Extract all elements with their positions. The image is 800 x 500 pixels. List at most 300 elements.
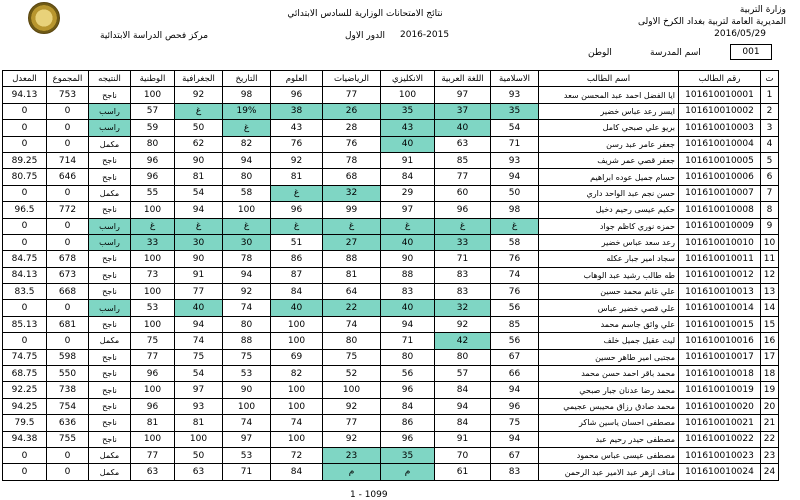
table-cell: 0 [3,120,47,136]
table-cell: 56 [491,300,539,316]
table-cell: 0 [47,103,89,119]
table-cell: 101610010016 [679,333,761,349]
table-cell: ايسر رعد عباس خضير [539,103,679,119]
table-cell: مناف ازهر عبد الامير عبد الرحمن [539,464,679,480]
table-cell: 0 [3,464,47,480]
school-label: اسم المدرسة [650,48,701,58]
table-cell: 96 [271,202,323,218]
report-title: نتائج الامتحانات الوزارية للسادس الابتدائي [287,9,443,19]
table-cell: 101610010020 [679,398,761,414]
table-row [3,366,779,382]
table-row [3,120,779,136]
table-cell: 4 [761,136,779,152]
table-cell: 81 [271,169,323,185]
table-cell: 22 [761,431,779,447]
table-cell: 32 [323,185,381,201]
table-cell: 78 [223,251,271,267]
column-header: الانكليزي [381,71,435,87]
table-cell: 42 [435,333,491,349]
table-cell: 80 [131,136,175,152]
table-cell: 14 [761,300,779,316]
table-cell: 71 [381,333,435,349]
column-header: اسم الطالب [539,71,679,87]
table-cell: غ [271,185,323,201]
table-cell: 61 [435,464,491,480]
table-cell: 74 [175,333,223,349]
table-cell: 0 [3,185,47,201]
table-cell: 9 [761,218,779,234]
table-cell: 90 [223,382,271,398]
table-cell: 43 [381,120,435,136]
table-cell: 101610010009 [679,218,761,234]
table-cell: بريو علي صبحي كامل [539,120,679,136]
table-row [3,284,779,300]
table-cell: علي وائق جاسم محمد [539,316,679,332]
table-cell: 94 [435,398,491,414]
table-cell: 0 [47,218,89,234]
table-cell: 101610010023 [679,447,761,463]
table-cell: 1 [761,87,779,103]
table-cell: ناجح [89,267,131,283]
table-cell: 3 [761,120,779,136]
table-cell: غ [381,218,435,234]
table-cell: 63 [131,464,175,480]
table-cell: 96 [381,431,435,447]
table-cell: 53 [131,300,175,316]
table-cell: 80 [435,349,491,365]
table-cell: مكمل [89,136,131,152]
table-cell: 100 [271,316,323,332]
table-cell: 77 [131,349,175,365]
table-cell: 72 [271,447,323,463]
table-row [3,267,779,283]
table-cell: 636 [47,415,89,431]
table-cell: 75 [491,415,539,431]
table-cell: 74 [323,316,381,332]
table-cell: 100 [131,431,175,447]
table-cell: 100 [131,316,175,332]
table-cell: 92 [323,398,381,414]
table-cell: 18 [761,366,779,382]
table-cell: 84 [435,415,491,431]
table-cell: 94 [491,382,539,398]
table-cell: 40 [381,136,435,152]
table-cell: 85 [491,316,539,332]
table-cell: 81 [131,415,175,431]
table-cell: 101610010015 [679,316,761,332]
table-row [3,251,779,267]
table-cell: 2 [761,103,779,119]
table-cell: علي غانم محمد حسين [539,284,679,300]
academic-year: 2016-2015 [400,30,450,40]
table-cell: 101610010010 [679,234,761,250]
table-cell: 84 [381,169,435,185]
table-row [3,431,779,447]
table-cell: 0 [3,136,47,152]
table-cell: 100 [131,202,175,218]
table-cell: مجتبى امير طاهر حسين [539,349,679,365]
table-cell: غ [175,218,223,234]
column-header: التاريخ [223,71,271,87]
table-cell: 35 [381,447,435,463]
table-cell: 100 [381,87,435,103]
table-row [3,300,779,316]
table-row [3,202,779,218]
table-cell: 83 [435,267,491,283]
table-row [3,103,779,119]
table-cell: 75 [223,349,271,365]
table-cell: 100 [131,87,175,103]
table-cell: حمزه نوري كاظم جواد [539,218,679,234]
table-cell: 74 [223,300,271,316]
table-cell: ناجح [89,169,131,185]
table-cell: ناجح [89,284,131,300]
table-cell: 77 [435,169,491,185]
table-cell: 62 [175,136,223,152]
table-cell: 0 [47,136,89,152]
table-cell: 85 [435,152,491,168]
table-cell: مكمل [89,333,131,349]
table-cell: طه طالب رشيد عبد الوهاب [539,267,679,283]
table-cell: 101610010012 [679,267,761,283]
table-cell: 58 [491,234,539,250]
table-row [3,136,779,152]
report-date: 2016/05/29 [714,29,766,39]
table-row [3,234,779,250]
table-cell: ناجح [89,152,131,168]
table-cell: 30 [223,234,271,250]
table-cell: 101610010018 [679,366,761,382]
table-row [3,398,779,414]
table-cell: 668 [47,284,89,300]
table-cell: 101610010002 [679,103,761,119]
table-cell: 755 [47,431,89,447]
table-cell: راسب [89,120,131,136]
table-cell: 80 [223,316,271,332]
table-cell: 753 [47,87,89,103]
table-cell: غ [223,120,271,136]
table-cell: 80 [223,169,271,185]
table-row [3,447,779,463]
table-cell: 101610010017 [679,349,761,365]
table-row [3,333,779,349]
table-cell: 0 [3,300,47,316]
ministry-logo [28,2,60,34]
table-cell: 66 [491,366,539,382]
table-cell: 91 [435,431,491,447]
table-cell: 714 [47,152,89,168]
table-cell: 59 [131,120,175,136]
table-cell: جعفر عامر عبد رسن [539,136,679,152]
table-cell: حكيم عيسى رحيم دخيل [539,202,679,218]
table-cell: 96 [131,152,175,168]
table-cell: مصطفى حيدر رحيم عبد [539,431,679,447]
table-cell: 100 [323,382,381,398]
table-cell: 93 [175,398,223,414]
table-cell: 64 [323,284,381,300]
table-cell: 101610010003 [679,120,761,136]
table-cell: 100 [271,431,323,447]
table-cell: 37 [435,103,491,119]
table-cell: علي قصي خضير عباس [539,300,679,316]
table-cell: 17 [761,349,779,365]
table-cell: 40 [381,234,435,250]
table-cell: 0 [3,333,47,349]
table-cell: 43 [271,120,323,136]
table-cell: 78 [323,152,381,168]
table-row [3,464,779,480]
table-cell: 97 [175,382,223,398]
table-cell: 94 [491,431,539,447]
table-cell: 50 [491,185,539,201]
table-cell: 94.38 [3,431,47,447]
table-cell: 86 [271,251,323,267]
table-cell: ناجح [89,87,131,103]
column-header: ت [761,71,779,87]
table-cell: غ [323,218,381,234]
table-cell: 754 [47,398,89,414]
table-cell: 92 [323,431,381,447]
table-cell: 81 [323,267,381,283]
table-row [3,185,779,201]
table-cell: 97 [223,431,271,447]
table-cell: مكمل [89,447,131,463]
table-cell: 30 [175,234,223,250]
table-cell: 101610010007 [679,185,761,201]
exam-round: الدور الاول [344,31,386,41]
table-cell: 82 [271,366,323,382]
table-cell: ناجح [89,382,131,398]
table-cell: راسب [89,300,131,316]
table-cell: 71 [491,136,539,152]
table-cell: 68.75 [3,366,47,382]
page-footer: 1 - 1099 [350,490,388,500]
table-cell: 15 [761,316,779,332]
table-cell: 40 [271,300,323,316]
table-cell: 101610010021 [679,415,761,431]
table-cell: 57 [435,366,491,382]
table-cell: 35 [381,103,435,119]
table-cell: 0 [47,300,89,316]
table-cell: 10 [761,234,779,250]
table-cell: 54 [491,120,539,136]
table-cell: 0 [3,218,47,234]
table-cell: 74 [271,415,323,431]
table-cell: 0 [47,447,89,463]
table-cell: 33 [131,234,175,250]
table-header-row [3,71,779,87]
table-cell: 56 [491,333,539,349]
table-cell: 33 [435,234,491,250]
table-cell: 100 [175,431,223,447]
table-cell: 681 [47,316,89,332]
table-cell: 74 [491,267,539,283]
table-cell: 22 [323,300,381,316]
column-header: رقم الطالب [679,71,761,87]
table-cell: 16 [761,333,779,349]
table-cell: 93 [491,87,539,103]
table-cell: م [381,464,435,480]
table-cell: 82 [223,136,271,152]
table-cell: 0 [3,103,47,119]
table-cell: 28 [323,120,381,136]
column-header: الجغرافية [175,71,223,87]
table-cell: 23 [761,447,779,463]
table-cell: حسن نجم عبد الواحد داري [539,185,679,201]
table-cell: 772 [47,202,89,218]
table-row [3,316,779,332]
table-cell: 54 [175,185,223,201]
table-cell: 83 [381,284,435,300]
table-cell: 68 [323,169,381,185]
table-cell: 40 [435,120,491,136]
column-header: المجموع [47,71,89,87]
table-cell: 96 [271,87,323,103]
table-cell: 24 [761,464,779,480]
table-cell: 94 [223,267,271,283]
table-cell: 52 [323,366,381,382]
table-cell: 89.25 [3,152,47,168]
school-name: الوطن [588,48,612,58]
table-cell: 100 [223,398,271,414]
column-header: اللغة العربية [435,71,491,87]
table-cell: ناجح [89,349,131,365]
table-cell: 96 [381,382,435,398]
table-cell: 101610010006 [679,169,761,185]
table-cell: 74 [223,415,271,431]
table-cell: 85.13 [3,316,47,332]
table-cell: 646 [47,169,89,185]
table-cell: رعد سعد عباس خضير [539,234,679,250]
table-cell: 0 [47,120,89,136]
table-cell: 100 [271,398,323,414]
table-cell: 84.13 [3,267,47,283]
table-cell: 94.25 [3,398,47,414]
table-cell: 54 [175,366,223,382]
column-header: المعدل [3,71,47,87]
exam-center: مركز فحص الدراسة الابتدائية [100,31,209,41]
table-cell: 0 [47,234,89,250]
table-cell: 53 [223,366,271,382]
table-cell: 70 [435,447,491,463]
table-cell: 75 [175,349,223,365]
table-row [3,218,779,234]
table-cell: محمد رضا عدنان جبار صبحي [539,382,679,398]
table-cell: مكمل [89,464,131,480]
table-cell: 67 [491,349,539,365]
table-cell: 11 [761,251,779,267]
table-cell: 63 [175,464,223,480]
ministry-name: وزارة التربية [739,5,786,15]
table-cell: 100 [131,251,175,267]
table-cell: 92 [435,316,491,332]
table-cell: 94 [175,316,223,332]
table-cell: 98 [223,87,271,103]
table-cell: 550 [47,366,89,382]
table-cell: ناجح [89,251,131,267]
table-cell: 77 [323,415,381,431]
table-cell: غ [435,218,491,234]
table-cell: ناجح [89,415,131,431]
table-cell: 100 [271,333,323,349]
table-cell: 97 [381,202,435,218]
table-cell: 100 [131,284,175,300]
directorate-name: المديرية العامة لتربية بغداد الكرخ الاولى [637,17,786,27]
table-cell: 598 [47,349,89,365]
table-cell: 12 [761,267,779,283]
table-cell: 90 [381,251,435,267]
table-cell: 101610010001 [679,87,761,103]
table-cell: 5 [761,152,779,168]
table-cell: 678 [47,251,89,267]
column-header: الرياضيات [323,71,381,87]
table-cell: 53 [223,447,271,463]
column-header: العلوم [271,71,323,87]
table-cell: 7 [761,185,779,201]
table-cell: راسب [89,103,131,119]
table-cell: 94.13 [3,87,47,103]
table-cell: 8 [761,202,779,218]
table-cell: ليث عقيل جميل خلف [539,333,679,349]
table-cell: 92 [223,284,271,300]
table-cell: 101610010004 [679,136,761,152]
table-cell: 50 [175,447,223,463]
table-cell: 74.75 [3,349,47,365]
table-cell: 32 [435,300,491,316]
table-row [3,382,779,398]
table-cell: 84 [271,464,323,480]
table-cell: 101610010008 [679,202,761,218]
table-cell: 84 [271,284,323,300]
table-cell: 101610010013 [679,284,761,300]
table-cell: غ [175,103,223,119]
table-cell: 80 [381,349,435,365]
table-cell: 101610010024 [679,464,761,480]
table-cell: 83 [491,464,539,480]
table-cell: 77 [131,447,175,463]
table-cell: 63 [435,136,491,152]
table-cell: 81 [175,415,223,431]
table-cell: غ [131,218,175,234]
table-cell: 75 [323,349,381,365]
table-row [3,87,779,103]
table-cell: 84.75 [3,251,47,267]
table-cell: 83.5 [3,284,47,300]
table-cell: مصطفى احسان ياسين شاكر [539,415,679,431]
table-cell: جعفر قصي عمر شريف [539,152,679,168]
table-cell: 84 [381,398,435,414]
table-cell: 87 [271,267,323,283]
table-cell: 738 [47,382,89,398]
table-cell: 38 [271,103,323,119]
table-cell: غ [271,218,323,234]
table-cell: 0 [3,447,47,463]
table-cell: 55 [131,185,175,201]
table-cell: 94 [175,202,223,218]
table-cell: 83 [435,284,491,300]
table-cell: 0 [47,333,89,349]
table-cell: 86 [381,415,435,431]
table-cell: 71 [435,251,491,267]
table-cell: 40 [175,300,223,316]
table-cell: 97 [435,87,491,103]
table-cell: 94 [381,316,435,332]
table-cell: 56 [381,366,435,382]
table-cell: راسب [89,234,131,250]
table-cell: ايا الفضل احمد عبد المحسن سعد [539,87,679,103]
table-cell: 94 [491,169,539,185]
table-cell: 29 [381,185,435,201]
